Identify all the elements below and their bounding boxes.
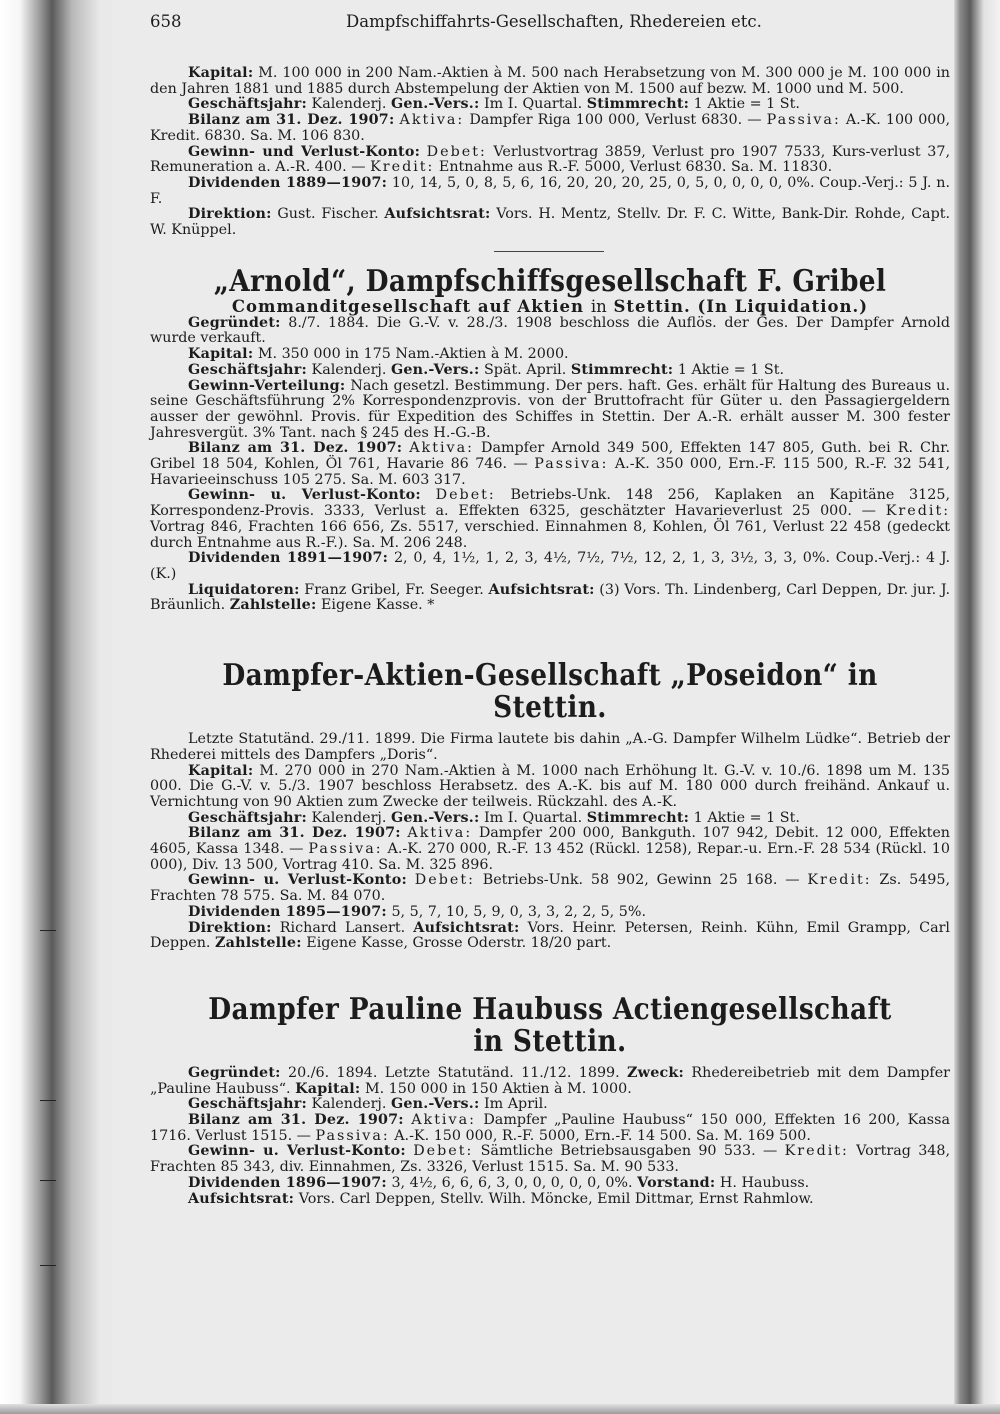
entry-continued	[150, 66, 950, 239]
gegruendet-paragraph	[150, 316, 950, 347]
kapital-text: M. 350 000 in 175 Nam.-Aktien à M. 2000.	[257, 346, 569, 363]
vorstand-label: Vorstand:	[637, 1174, 716, 1191]
stimmrecht-label: Stimmrecht:	[586, 809, 690, 826]
dividenden-text: 3, 4½, 6, 6, 6, 3, 0, 0, 0, 0, 0, 0%.	[391, 1174, 633, 1191]
passiva-text: A.-K. 270 000, R.-F. 13 452 (Rückl. 1258), Repar.-u. Ern.-F. 28 534 (Rückl. 10 000), Div. 13 500, Vortrag 410. Sa. M. 325 896.	[150, 841, 950, 873]
vorstand-text: H. Haubuss.	[719, 1174, 810, 1191]
passiva-word: Passiva:	[766, 112, 841, 129]
direktion-text: Richard Lansert.	[279, 919, 406, 936]
gegruendet-paragraph	[150, 1066, 950, 1097]
stimmrecht-text: 1 Aktie = 1 St.	[693, 96, 800, 113]
genvers-label: Gen.-Vers.:	[390, 1096, 480, 1113]
bilanz-label: Bilanz am 31. Dez. 1907:	[188, 112, 395, 129]
kredit-word: Kredit:	[807, 872, 872, 889]
bilanz-paragraph	[150, 441, 950, 488]
meta-paragraph	[150, 97, 950, 113]
bilanz-paragraph	[150, 113, 950, 144]
bilanz-label: Bilanz am 31. Dez. 1907:	[188, 1112, 404, 1129]
aufsichtsrat-text: Vors. Heinr. Petersen, Reinh. Kühn, Emil Grampp, Carl Deppen.	[150, 919, 950, 952]
entry-pauline-haubuss	[150, 991, 951, 1207]
debet-word: Debet:	[413, 1143, 474, 1160]
aufsichtsrat-label: Aufsichtsrat:	[188, 1190, 295, 1207]
bilanz-paragraph	[150, 826, 950, 873]
guv-paragraph	[150, 1144, 950, 1175]
passiva-text: A.-K. 100 000, Kredit. 6830. Sa. M. 106 830.	[150, 112, 951, 144]
passiva-word: Passiva:	[308, 841, 383, 858]
running-title: Dampfschiffahrts-Gesellschaften, Rhedereien etc.	[346, 12, 762, 31]
arnold-subtitle-b: Stettin. (In Liquidation.)	[613, 296, 869, 316]
aktiva-word: Aktiva:	[411, 1112, 476, 1129]
stimmrecht-text: 1 Aktie = 1 St.	[677, 361, 785, 378]
aufsichtsrat-text: (3) Vors. Th. Lindenberg, Carl Deppen, Dr. jur. J. Bräunlich.	[150, 581, 951, 614]
geschaeftsjahr-text: Kalenderj.	[311, 361, 387, 378]
geschaeftsjahr-text: Kalenderj.	[311, 809, 387, 826]
aktiva-word: Aktiva:	[399, 112, 465, 129]
gegruendet-label: Gegründet:	[188, 314, 281, 331]
genvers-label: Gen.-Vers.:	[390, 361, 480, 378]
entry-arnold	[150, 263, 951, 614]
genvers-text: Im I. Quartal.	[483, 809, 583, 826]
dividenden-label: Dividenden 1889—1907:	[188, 174, 388, 191]
intro-paragraph	[150, 732, 950, 763]
zweck-label: Zweck:	[627, 1064, 684, 1081]
aktiva-text: Dampfer Riga 100 000, Verlust 6830. —	[469, 112, 762, 129]
gegruendet-label: Gegründet:	[188, 1064, 281, 1081]
arnold-title: „Arnold“, Dampfschiffsgesellschaft F. Gribel	[213, 263, 887, 299]
aktiva-word: Aktiva:	[409, 440, 474, 457]
debet-text: Betriebs-Unk. 148 256, Kaplaken an Kapitäne 3125, Korrespondenz-Provis. 3333, Verlust a. Effekten 6325, geschätzter Havarieverlust 25 000. —	[150, 487, 950, 520]
kapital-paragraph	[150, 66, 950, 97]
guv-label: Gewinn- u. Verlust-Konto:	[188, 487, 421, 504]
direktion-text: Gust. Fischer.	[277, 206, 379, 223]
page-number: 658	[150, 12, 182, 31]
genvers-label: Gen.-Vers.:	[390, 809, 480, 826]
kapital-label: Kapital:	[188, 762, 254, 779]
aufsichtsrat-label: Aufsichtsrat:	[488, 581, 595, 598]
stimmrecht-label: Stimmrecht:	[570, 361, 674, 378]
meta-paragraph	[150, 1097, 950, 1113]
debet-word: Debet:	[414, 872, 475, 889]
kapital-paragraph	[150, 347, 950, 363]
kapital-label: Kapital:	[188, 346, 254, 363]
direktion-label: Direktion:	[188, 206, 272, 223]
debet-text: Sämtliche Betriebsausgaben 90 533. —	[480, 1143, 778, 1160]
genvers-text: Im April.	[483, 1096, 548, 1113]
kapital-text: M. 100 000 in 200 Nam.-Aktien à M. 500 nach Herabsetzung von M. 300 000 je M. 100 000 in den Jahren 1881 und 1885 durch Abstempelung der Aktien von M. 1500 auf bezw. M. 1000 und M. 500.	[150, 65, 951, 97]
debet-word: Debet:	[426, 143, 487, 160]
scan-bottom-edge	[0, 1404, 1000, 1414]
guv-paragraph	[150, 873, 950, 904]
geschaeftsjahr-text: Kalenderj.	[311, 96, 387, 113]
passiva-word: Passiva:	[534, 456, 609, 473]
aufsichtsrat-label: Aufsichtsrat:	[413, 919, 520, 936]
bilanz-paragraph	[150, 1113, 950, 1144]
aufsichtsrat-paragraph	[150, 1192, 950, 1208]
kredit-word: Kredit:	[370, 159, 435, 176]
aufsichtsrat-text: Vors. H. Mentz, Stellv. Dr. F. C. Witte, Bank-Dir. Rohde, Capt. W. Knüppel.	[150, 206, 951, 239]
genvers-text: Spät. April.	[483, 361, 567, 378]
direktion-label: Direktion:	[188, 919, 272, 936]
guv-label: Gewinn- u. Verlust-Konto:	[188, 872, 407, 889]
bilanz-label: Bilanz am 31. Dez. 1907:	[188, 440, 403, 457]
kredit-word: Kredit:	[784, 1143, 849, 1160]
meta-paragraph	[150, 363, 950, 379]
kredit-text: Zs. 5495, Frachten 78 575. Sa. M. 84 070.	[150, 872, 950, 905]
aktiva-word: Aktiva:	[407, 825, 473, 842]
genvers-label: Gen.-Vers.:	[390, 96, 480, 113]
aufsichtsrat-text: Vors. Carl Deppen, Stellv. Wilh. Möncke, Emil Dittmar, Ernst Rahmlow.	[298, 1190, 814, 1207]
debet-text: Betriebs-Unk. 58 902, Gewinn 25 168. —	[482, 872, 800, 889]
aktiva-text: Dampfer Arnold 349 500, Effekten 147 805, Guth. bei R. Chr. Gribel 18 504, Kohlen, Öl 761, Havarie 86 746. —	[150, 440, 950, 473]
liquidatoren-label: Liquidatoren:	[188, 581, 300, 598]
dividenden-text: 10, 14, 5, 0, 8, 5, 6, 16, 20, 20, 20, 25, 0, 5, 0, 0, 0, 0, 0%. Coup.-Verj.: 5 J. n. F.	[150, 174, 950, 207]
geschaeftsjahr-label: Geschäftsjahr:	[188, 361, 307, 378]
dividenden-paragraph	[150, 1176, 950, 1192]
poseidon-title: Dampfer-Aktien-Gesellschaft „Poseidon“ in Stettin.	[222, 658, 878, 726]
stimmrecht-label: Stimmrecht:	[586, 96, 690, 113]
dividenden-label: Dividenden 1896—1907:	[188, 1174, 387, 1191]
passiva-text: A.-K. 350 000, Ern.-F. 115 500, R.-F. 32 541, Havarieeinschuss 105 275. Sa. M. 603 317.	[150, 456, 950, 488]
dividenden-paragraph	[150, 551, 950, 582]
section-gap	[150, 952, 950, 994]
direktion-paragraph	[150, 921, 950, 952]
liquidatoren-text: Franz Gribel, Fr. Seeger.	[304, 581, 484, 598]
aufsichtsrat-label: Aufsichtsrat:	[384, 206, 491, 223]
kapital-label: Kapital:	[295, 1080, 361, 1097]
stimmrecht-text: 1 Aktie = 1 St.	[693, 809, 800, 826]
kapital-text: M. 270 000 in 270 Nam.-Aktien à M. 1000 nach Erhöhung lt. G.-V. v. 10./6. 1898 um M. 135 000. Die G.-V. v. 5./3. 1907 beschloss Herabsetz. des A.-K. bis auf M. 180 000 durch freihänd. Ankauf u. Vernichtung von 90 Aktien zum Zwecke der teilweis. Rückzahl. des A.-K.	[150, 762, 950, 810]
geschaeftsjahr-label: Geschäftsjahr:	[188, 809, 307, 826]
passiva-word: Passiva:	[315, 1127, 390, 1144]
bilanz-label: Bilanz am 31. Dez. 1907:	[188, 825, 401, 842]
meta-paragraph	[150, 811, 950, 827]
gewinnverteilung-paragraph	[150, 379, 950, 442]
genvers-text: Im I. Quartal.	[483, 96, 583, 113]
zahlstelle-text: Eigene Kasse. *	[321, 597, 435, 614]
geschaeftsjahr-label: Geschäftsjahr:	[188, 1096, 307, 1113]
direktion-paragraph	[150, 207, 950, 238]
dividenden-label: Dividenden 1891—1907:	[188, 550, 389, 567]
geschaeftsjahr-text: Kalenderj.	[311, 1096, 387, 1113]
kredit-text: Vortrag 348, Frachten 85 343, div. Einnahmen, Zs. 3326, Verlust 1515. Sa. M. 90 533.	[150, 1143, 951, 1176]
arnold-subtitle-a: Commanditgesellschaft auf Aktien	[231, 296, 585, 316]
dividenden-label: Dividenden 1895—1907:	[188, 903, 387, 920]
guv-label: Gewinn- und Verlust-Konto:	[188, 143, 421, 160]
kapital-paragraph	[150, 764, 950, 811]
section-gap	[150, 614, 950, 660]
gewinnverteilung-text: Nach gesetzl. Bestimmung. Der pers. haft. Ges. erhält für Haltung des Bureaus u. seine Geschäftsführung 2% Korrespondenzprovis. von der Bruttofracht für Güter u. den Passagiergeldern ausser der gewöhnl. Provis. für Expedition des Schiffes in Stettin. Der A.-R. erhält ausser M. 300 fester Jahresvergüt. 3% Tant. nach § 245 des H.-G.-B.	[150, 377, 951, 441]
gegruendet-text: 20./6. 1894. Letzte Statutänd. 11./12. 1899.	[287, 1064, 620, 1081]
guv-paragraph	[150, 145, 950, 176]
intro-text: Letzte Statutänd. 29./11. 1899. Die Firma lautete bis dahin „A.-G. Dampfer Wilhelm Lüdke“. Betrieb der Rhederei mittels des Dampfers „Doris“.	[150, 731, 950, 763]
gegruendet-text: 8./7. 1884. Die G.-V. v. 28./3. 1908 beschloss die Auflös. der Ges. Der Dampfer Arnold wurde verkauft.	[150, 314, 950, 347]
page-header	[150, 14, 950, 48]
dividenden-paragraph	[150, 176, 950, 207]
dividenden-paragraph	[150, 905, 950, 921]
kredit-word: Kredit:	[885, 503, 951, 520]
guv-paragraph	[150, 488, 950, 551]
aktiva-text: Dampfer „Pauline Haubuss“ 150 000, Effekten 16 200, Kassa 1716. Verlust 1515. —	[150, 1112, 950, 1144]
zahlstelle-text: Eigene Kasse, Grosse Oderstr. 18/20 part.	[306, 935, 612, 952]
dividenden-text: 5, 5, 7, 10, 5, 9, 0, 3, 3, 2, 2, 5, 5%.	[391, 903, 646, 920]
section-divider	[494, 251, 604, 252]
kredit-text: Vortrag 846, Frachten 166 656, Zs. 5517, verschied. Einnahmen 8, Kohlen, Öl 761, Verlust 22 458 (gedeckt durch Entnahme aus R.-F.). Sa. M. 206 248.	[150, 518, 950, 551]
kapital-text: M. 150 000 in 150 Aktien à M. 1000.	[364, 1080, 632, 1097]
zweck-text: Rhedereibetrieb mit dem Dampfer „Pauline Haubuss“.	[150, 1064, 951, 1097]
kredit-text: Entnahme aus R.-F. 5000, Verlust 6830. Sa. M. 11830.	[438, 159, 833, 176]
passiva-text: A.-K. 150 000, R.-F. 5000, Ern.-F. 14 500. Sa. M. 169 500.	[394, 1127, 811, 1144]
arnold-subtitle	[150, 298, 950, 316]
zahlstelle-label: Zahlstelle:	[229, 597, 317, 614]
document-page	[150, 14, 950, 1207]
debet-text: Verlustvortrag 3859, Verlust pro 1907 7533, Kurs-verlust 37, Remuneration a. A.-R. 400. —	[150, 143, 950, 176]
debet-word: Debet:	[435, 487, 496, 504]
zahlstelle-label: Zahlstelle:	[215, 935, 302, 952]
entry-poseidon	[150, 660, 950, 952]
gewinnverteilung-label: Gewinn-Verteilung:	[188, 377, 346, 394]
pauline-title: Dampfer Pauline Haubuss Actiengesellschaft in Stettin.	[208, 991, 892, 1059]
scan-left-binding-edge	[0, 0, 112, 1414]
dividenden-text: 2, 0, 4, 1½, 1, 2, 3, 4½, 7½, 7½, 12, 2, 1, 3, 3½, 3, 3, 0%. Coup.-Verj.: 4 J. (K.)	[150, 550, 951, 582]
liquidatoren-paragraph	[150, 583, 950, 614]
guv-label: Gewinn- u. Verlust-Konto:	[188, 1143, 406, 1160]
kapital-label: Kapital:	[188, 65, 254, 81]
aktiva-text: Dampfer 200 000, Bankguth. 107 942, Debit. 12 000, Effekten 4605, Kassa 1348. —	[150, 825, 951, 858]
geschaeftsjahr-label: Geschäftsjahr:	[188, 96, 307, 113]
scan-right-page-edge	[954, 0, 1000, 1414]
arnold-subtitle-in: in	[590, 296, 607, 316]
